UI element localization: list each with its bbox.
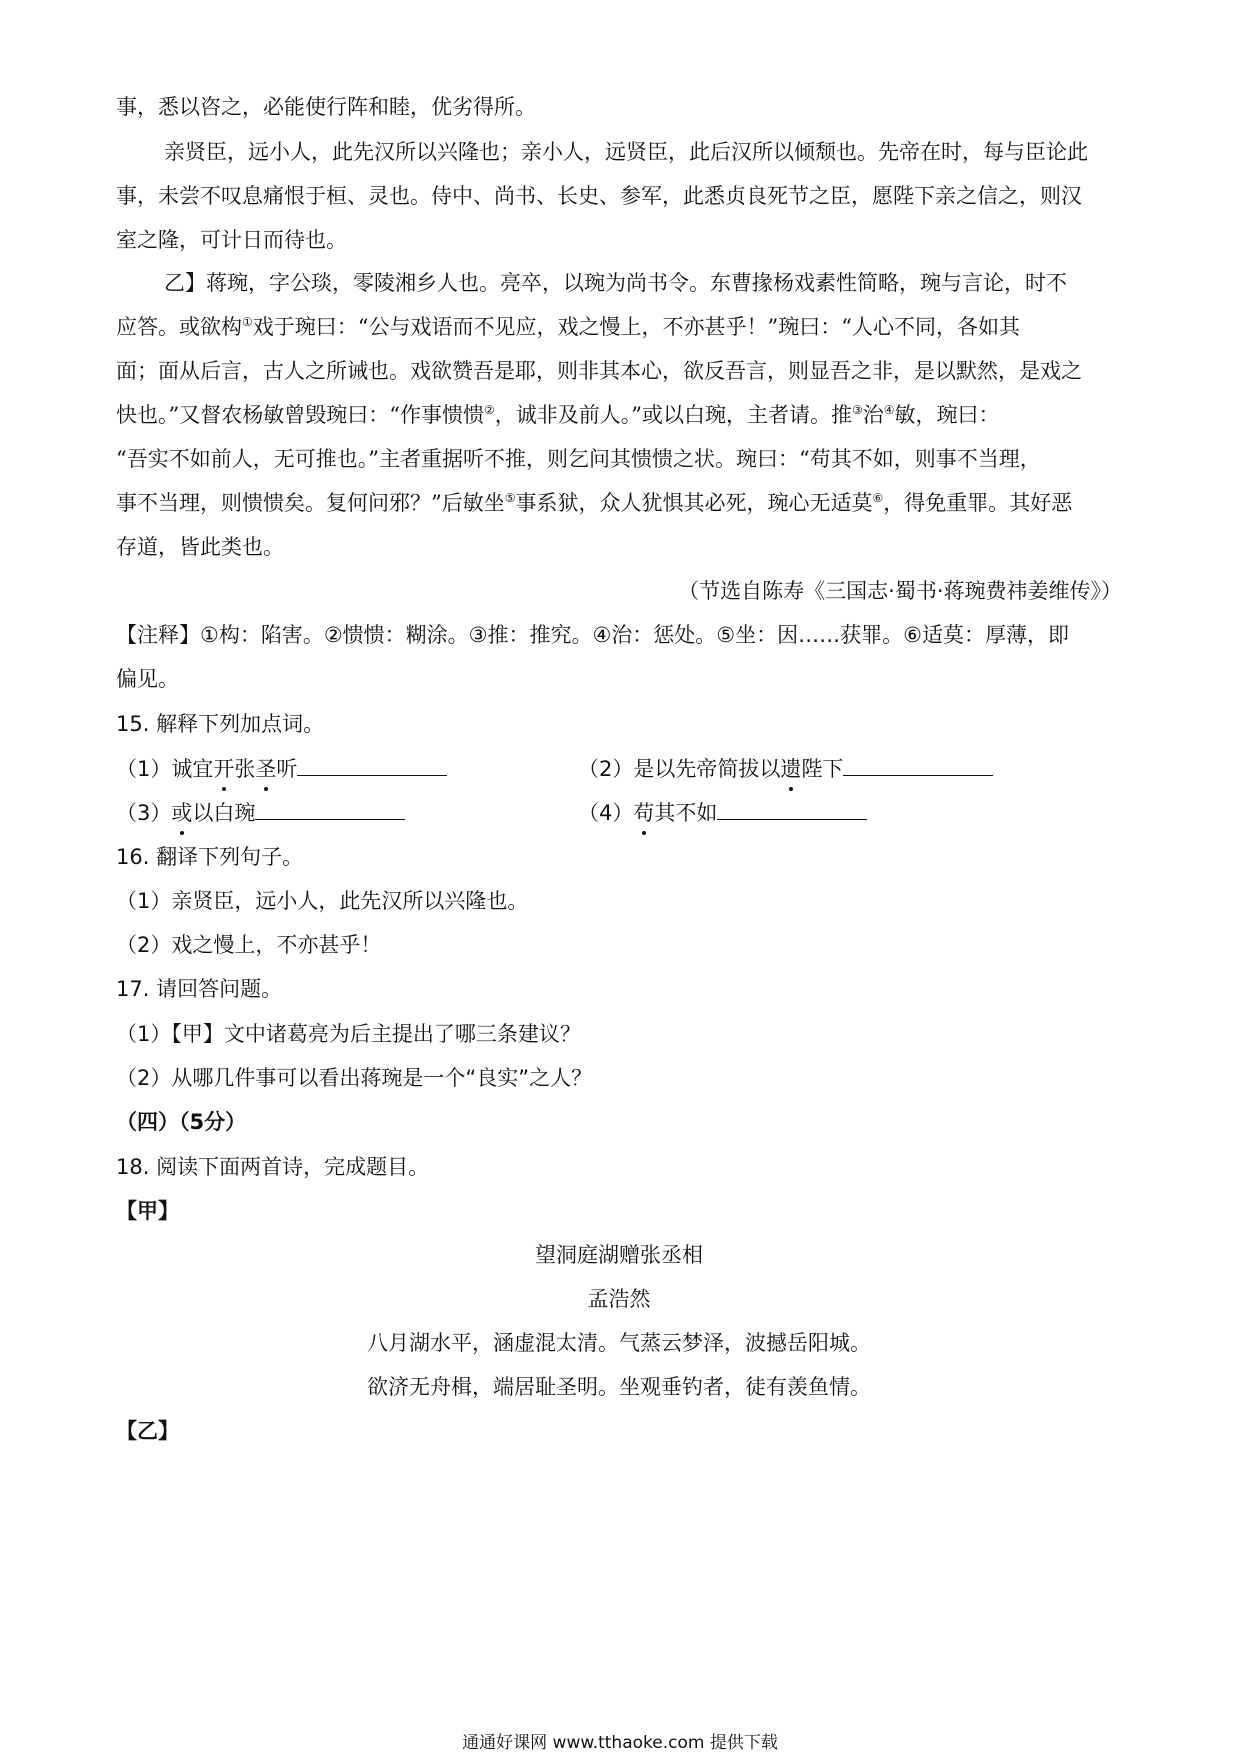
question-item: （2）从哪几件事可以看出蒋琬是一个“良实”之人？	[116, 1066, 593, 1090]
answer-blank[interactable]	[255, 797, 405, 820]
text-run: 事不当理，则愦愦矣。复何问邪？”后敏坐	[116, 491, 505, 515]
answer-blank[interactable]	[297, 753, 447, 776]
text-run: 其不如	[654, 801, 718, 825]
note-marker: ④	[883, 403, 895, 417]
question-item-row	[116, 753, 1122, 784]
note-marker: ⑤	[504, 491, 516, 505]
dotted-char: 遗	[780, 754, 801, 784]
page-footer: 通通好课网 www.tthaoke.com 提供下载	[462, 1733, 778, 1753]
text-run: （4）	[578, 801, 634, 825]
dotted-char: 开	[213, 754, 234, 784]
text-run: 治	[862, 403, 884, 427]
text-run: 敏，琬曰：	[894, 403, 1000, 427]
section-heading: （四）（5分）	[116, 1110, 247, 1134]
text-run: （3）	[116, 801, 172, 825]
passage-line: 面；面从后言，古人之所诫也。戏欲赞吾是耶，则非其本心，欲反吾言，则显吾之非，是以默然，是戏之	[116, 359, 1082, 383]
question-item	[578, 797, 867, 828]
text-run: ，诚非及前人。”或以白琬，主者请。推	[494, 403, 852, 427]
question-stem: 16. 翻译下列句子。	[116, 845, 304, 869]
note-marker: ①	[242, 315, 253, 329]
notes-line: 偏见。	[116, 667, 179, 691]
dotted-char: 或	[171, 798, 192, 828]
text-run: 应答。或欲构	[116, 315, 242, 339]
text-run: 陛下	[801, 757, 844, 781]
question-stem: 17. 请回答问题。	[116, 977, 283, 1001]
text-run: 张	[234, 757, 256, 781]
poem-label: 【乙】	[116, 1419, 179, 1443]
dotted-char: 苟	[633, 798, 654, 828]
notes-line: 【注释】①构：陷害。②愦愦：糊涂。③推：推究。④治：惩处。⑤坐：因……获罪。⑥适莫：厚薄，即	[116, 623, 1069, 647]
poem-title: 望洞庭湖赠张丞相	[535, 1243, 703, 1267]
text-run: （1）诚宜	[116, 757, 214, 781]
passage-line	[116, 488, 1122, 518]
question-item: （2）戏之慢上，不亦甚乎！	[116, 933, 382, 957]
text-run: 以白琬	[192, 801, 256, 825]
note-marker: ⑥	[872, 491, 884, 505]
note-marker: ③	[851, 403, 863, 417]
passage-line: 事，未尝不叹息痛恨于桓、灵也。侍中、尚书、长史、参军，此悉贞良死节之臣，愿陛下亲之信之，则汉	[116, 184, 1082, 208]
poem-line: 八月湖水平，涵虚混太清。气蒸云梦泽，波撼岳阳城。	[367, 1331, 871, 1355]
note-marker: ②	[483, 403, 495, 417]
question-stem: 18. 阅读下面两首诗，完成题目。	[116, 1155, 430, 1179]
question-item: （1）亲贤臣，远小人，此先汉所以兴隆也。	[116, 889, 529, 913]
passage-line: 存道，皆此类也。	[116, 535, 284, 559]
passage-source: （节选自陈寿《三国志·蜀书·蒋琬费祎姜维传》）	[678, 579, 1122, 603]
question-stem: 15. 解释下列加点词。	[116, 712, 325, 736]
poem-author: 孟浩然	[587, 1287, 651, 1311]
passage-line: 室之隆，可计日而待也。	[116, 228, 347, 252]
answer-blank[interactable]	[843, 753, 993, 776]
passage-line: 亲贤臣，远小人，此先汉所以兴隆也；亲小人，远贤臣，此后汉所以倾颓也。先帝在时，每与臣论此	[164, 140, 1088, 164]
text-run: 戏于琬曰：“公与戏语而不见应，戏之慢上，不亦甚乎！”琬曰：“人心不同，各如其	[252, 315, 1020, 339]
poem-label: 【甲】	[116, 1199, 179, 1223]
question-item: （1）【甲】文中诸葛亮为后主提出了哪三条建议？	[116, 1022, 581, 1046]
passage-line: “吾实不如前人，无可推也。”主者重据听不推，则乞问其愦愦之状。琬曰：“苟其不如，则事不当理，	[116, 447, 1041, 471]
poem-line: 欲济无舟楫，端居耻圣明。坐观垂钓者，徒有羡鱼情。	[367, 1375, 871, 1399]
question-item	[578, 753, 993, 784]
text-run: 快也。”又督农杨敏曾毁琬曰：“作事愦愦	[116, 403, 484, 427]
question-item	[116, 801, 405, 825]
passage-line: 乙】蒋琬，字公琰，零陵湘乡人也。亮卒，以琬为尚书令。东曹掾杨戏素性简略，琬与言论，时不	[164, 271, 1067, 295]
passage-line: 事，悉以咨之，必能使行阵和睦，优劣得所。	[116, 95, 536, 119]
text-run: ，得免重罪。其好恶	[883, 491, 1073, 515]
text-run: 听	[276, 757, 298, 781]
passage-line	[116, 400, 1122, 430]
question-item-row	[116, 797, 1122, 828]
dotted-char: 圣	[255, 754, 276, 784]
answer-blank[interactable]	[717, 797, 867, 820]
question-item	[116, 757, 447, 781]
text-run: 事系狱，众人犹惧其必死，琬心无适莫	[515, 491, 873, 515]
passage-line	[116, 312, 1122, 342]
text-run: （2）是以先帝简拔以	[578, 757, 781, 781]
